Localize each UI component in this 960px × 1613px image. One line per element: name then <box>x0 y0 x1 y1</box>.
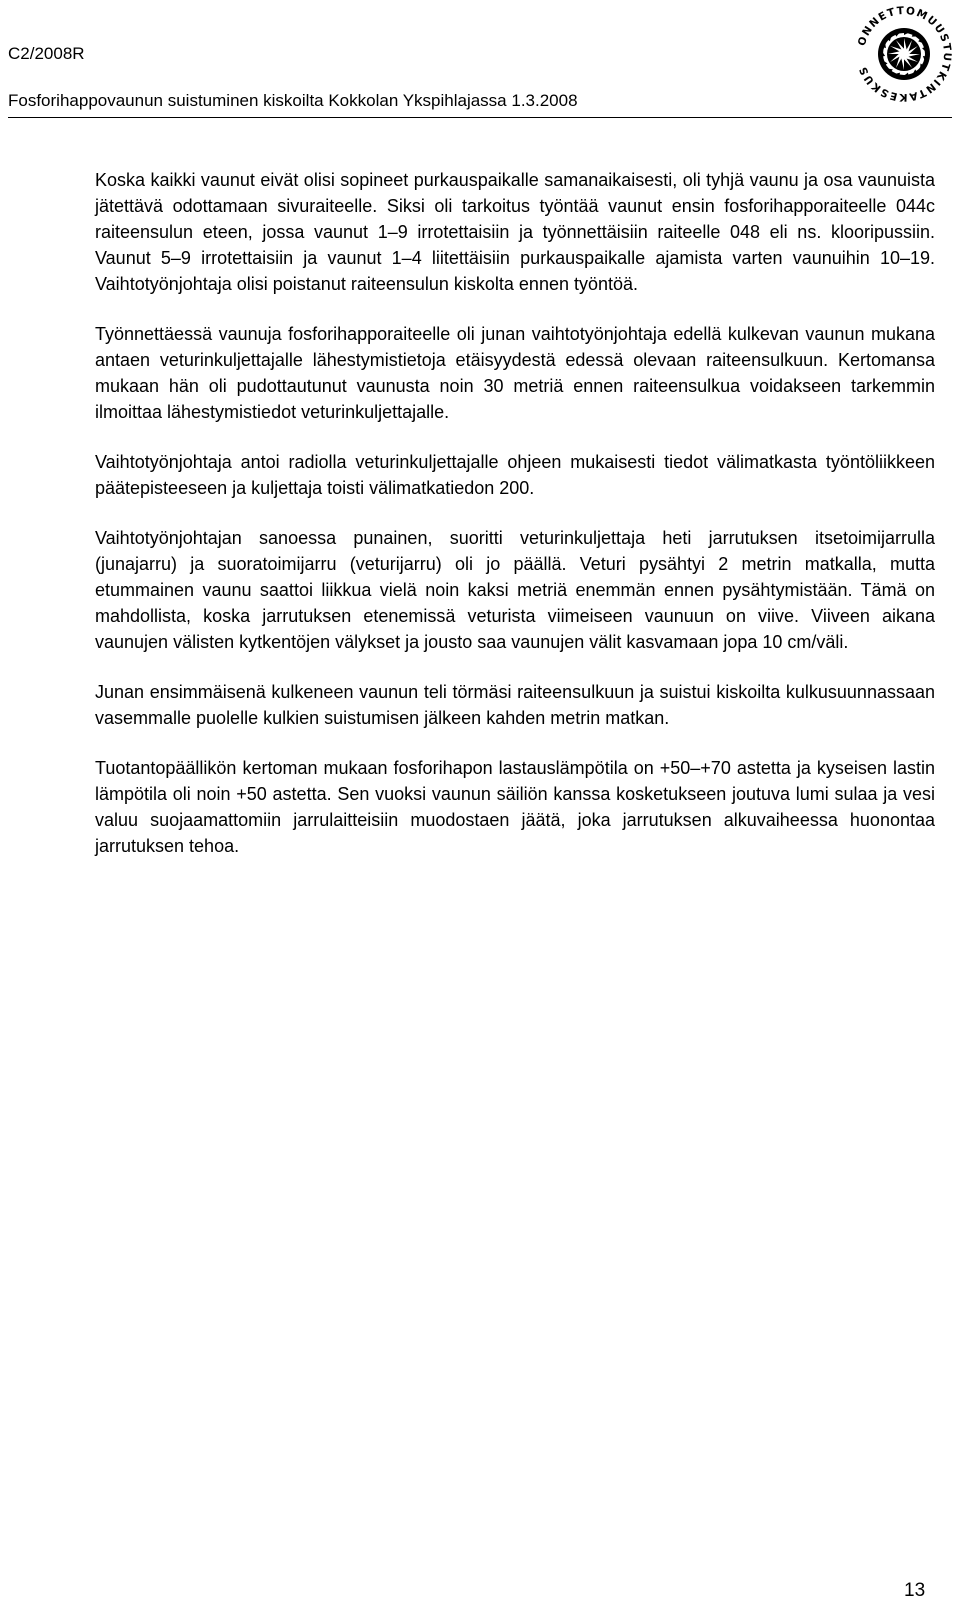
accident-investigation-board-logo <box>852 2 956 106</box>
header-divider <box>8 117 952 118</box>
body-paragraph: Vaihtotyönjohtajan sanoessa punainen, suoritti veturinkuljettaja heti jarrutuksen itsetoimijarrulla (junajarru) ja suoratoimijarru (veturijarru) oli jo päällä. Veturi pysähtyi 2 metrin matkalla, mutta etummainen vaunu saattoi liikkua vielä noin kaksi metriä enemmän ennen pysähtymistään. Tämä on mahdollista, koska jarrutuksen etenemissä veturista viimeiseen vaunuun on viive. Viiveen aikana vaunujen välisten kytkentöjen välykset ja jousto saa vaunujen välit kasvamaan jopa 10 cm/väli. <box>95 528 935 652</box>
logo-ring-text: ONNETTOMUUSTUTKINTAKESKUS <box>855 4 954 104</box>
body-paragraph: Tuotantopäällikön kertoman mukaan fosforihapon lastauslämpötila on +50–+70 astetta ja kyseisen lastin lämpötila oli noin +50 astetta. Sen vuoksi vaunun säiliön kanssa kosketukseen joutuva lumi sulaa ja vesi valuu suojaamattomiin jarrulaitteisiin muodostaen jäätä, joka jarrutuksen alkuvaiheessa huonontaa jarrutuksen tehoa. <box>95 758 935 856</box>
page-number: 13 <box>904 1580 926 1601</box>
logo-emblem <box>878 28 930 80</box>
body-paragraph: Työnnettäessä vaunuja fosforihapporaiteelle oli junan vaihtotyönjohtaja edellä kulkevan vaunun mukana antaen veturinkuljettajalle lähestymistietoja etäisyydestä edessä olevaan raiteensulkuun. Kertomansa mukaan hän oli pudottautunut vaunusta noin 30 metriä ennen raiteensulkua voidakseen tarkemmin ilmoittaa lähestymistiedot veturinkuljettajalle. <box>95 324 935 422</box>
document-title: Fosforihappovaunun suistuminen kiskoilta Kokkolan Ykspihlajassa 1.3.2008 <box>8 91 578 110</box>
body-paragraph: Koska kaikki vaunut eivät olisi sopineet purkauspaikalle samanaikaisesti, oli tyhjä vaunu ja osa vaunuista jätettävä odottamaan sivuraiteelle. Siksi oli tarkoitus työntää vaunut ensin fosforihapporaiteelle 044c raiteensulun eteen, jossa vaunut 1–9 irrotettaisiin ja työnnettäisiin raiteelle 048 eli ns. klooripussiin. Vaunut 5–9 irrotettaisiin ja vaunut 1–4 liitettäisiin purkauspaikalle ajamista varten vaunuihin 10–19. Vaihtotyönjohtaja olisi poistanut raiteensulun kiskolta ennen työntöä. <box>95 170 935 294</box>
document-code: C2/2008R <box>8 44 85 63</box>
body-paragraph: Vaihtotyönjohtaja antoi radiolla veturinkuljettajalle ohjeen mukaisesti tiedot välimatkasta työntöliikkeen päätepisteeseen ja kuljettaja toisti välimatkatiedon 200. <box>95 452 935 498</box>
report-body <box>95 167 935 883</box>
body-paragraph: Junan ensimmäisenä kulkeneen vaunun teli törmäsi raiteensulkuun ja suistui kiskoilta kulkusuunnassaan vasemmalle puolelle kulkien suistumisen jälkeen kahden metrin matkan. <box>95 682 935 728</box>
